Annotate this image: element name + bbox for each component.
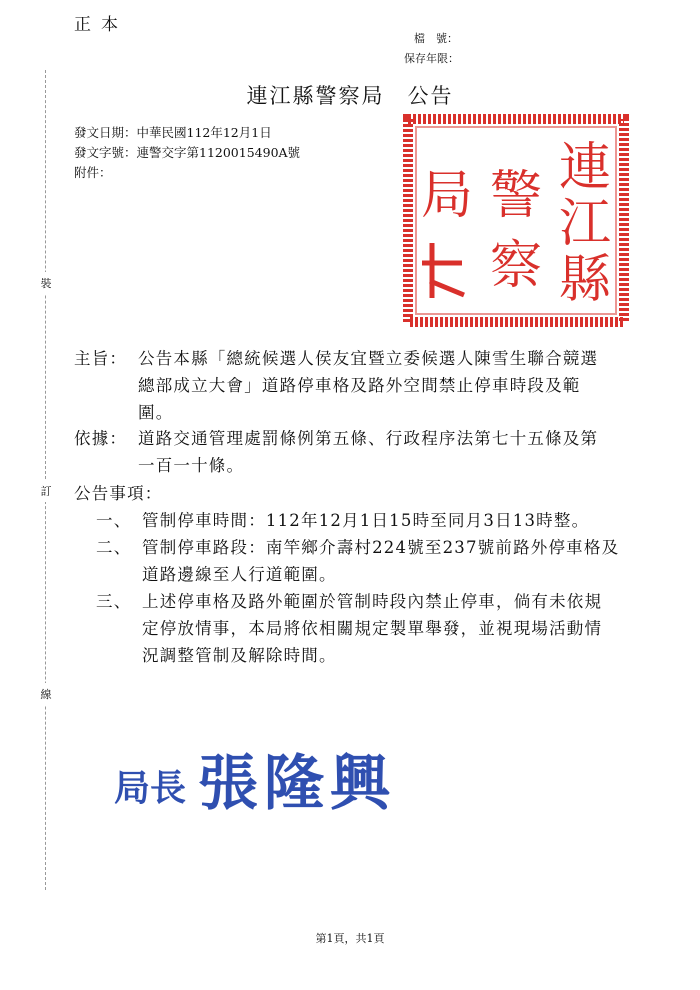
item-number: 二、 bbox=[96, 538, 132, 557]
retention-period-label: 保存年限： bbox=[404, 52, 459, 65]
page-number: 第1頁，共1頁 bbox=[315, 932, 385, 945]
items-heading: 公告事項： bbox=[74, 484, 163, 503]
attachment-label: 附件： bbox=[74, 165, 112, 180]
item-text bbox=[142, 588, 662, 669]
document-number: 發文字號：連警交字第1120015490A號 bbox=[74, 145, 301, 160]
item-number: 一、 bbox=[96, 511, 132, 530]
signature-name: 張隆興 bbox=[198, 749, 396, 818]
item-text bbox=[142, 534, 662, 588]
item-line: 定停放情事，本局將依相關規定製單舉發，並視現場活動情 bbox=[142, 619, 603, 638]
subject-line: 圍。 bbox=[138, 403, 174, 422]
item-line: 道路邊線至人行道範圍。 bbox=[142, 565, 337, 584]
seal-char: 連 bbox=[558, 138, 612, 198]
document-title: 連江縣警察局 公告 bbox=[246, 84, 454, 108]
official-seal bbox=[402, 113, 630, 328]
issue-date: 發文日期：中華民國112年12月1日 bbox=[74, 125, 272, 140]
binding-char: 訂 bbox=[38, 480, 54, 502]
binding-char: 線 bbox=[38, 683, 54, 705]
file-number-label: 檔 號： bbox=[414, 32, 458, 45]
seal-char: 局 bbox=[420, 166, 474, 226]
item-line: 管制停車時間：112年12月1日15時至同月3日13時整。 bbox=[142, 511, 590, 530]
subject-label: 主旨： bbox=[74, 349, 128, 368]
seal-stroke-decoration bbox=[422, 243, 464, 298]
item-number: 三、 bbox=[96, 592, 132, 611]
item-line: 管制停車路段：南竿鄉介壽村224號至237號前路外停車格及 bbox=[142, 538, 620, 557]
seal-char: 察 bbox=[489, 236, 543, 296]
subject-body bbox=[138, 345, 668, 426]
basis-line: 一百一十條。 bbox=[138, 456, 245, 475]
seal-char: 警 bbox=[489, 166, 543, 226]
subject-line: 公告本縣「總統候選人侯友宜暨立委候選人陳雪生聯合競選 bbox=[138, 349, 599, 368]
basis-body bbox=[138, 425, 668, 479]
copy-label: 正本 bbox=[74, 15, 128, 35]
subject-line: 總部成立大會」道路停車格及路外空間禁止停車時段及範 bbox=[138, 376, 581, 395]
signature-title: 局長 bbox=[114, 767, 187, 809]
item-line: 況調整管制及解除時間。 bbox=[142, 646, 337, 665]
director-signature-stamp bbox=[110, 738, 410, 818]
item-line: 上述停車格及路外範圍於管制時段內禁止停車，倘有未依規 bbox=[142, 592, 603, 611]
item-text bbox=[142, 507, 662, 534]
basis-line: 道路交通管理處罰條例第五條、行政程序法第七十五條及第 bbox=[138, 429, 599, 448]
seal-char: 縣 bbox=[558, 250, 612, 310]
basis-label: 依據： bbox=[74, 429, 128, 448]
binding-char: 裝 bbox=[38, 272, 54, 294]
seal-char: 江 bbox=[558, 194, 612, 254]
